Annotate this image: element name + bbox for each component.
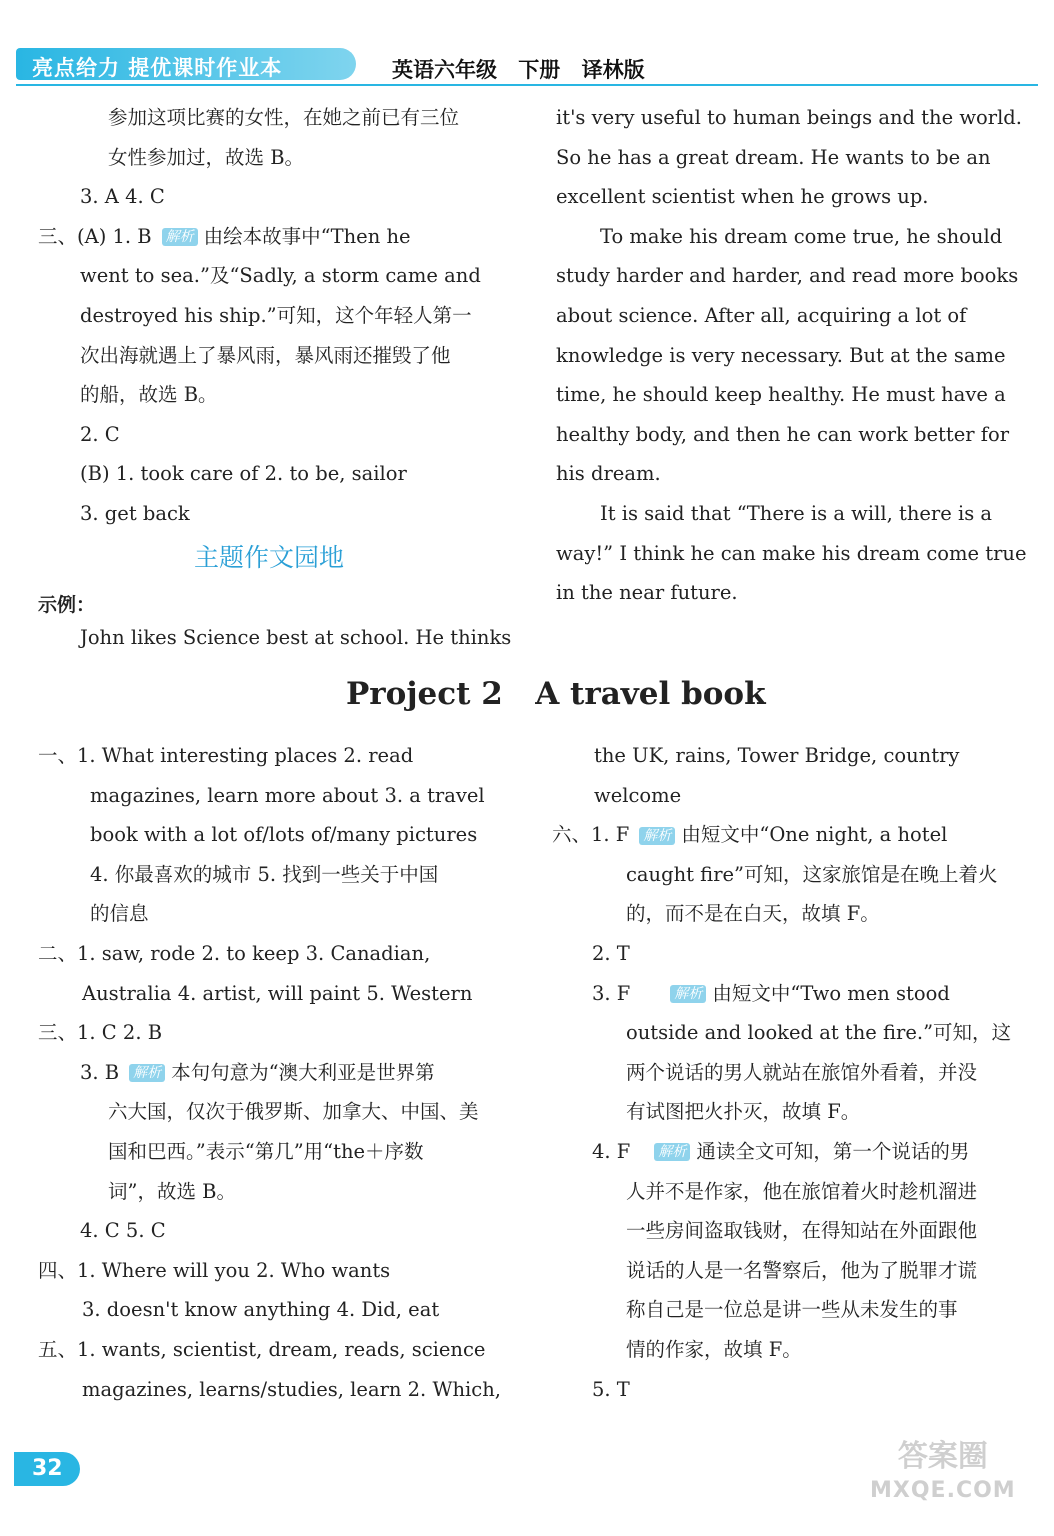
text-line: outside and looked at the fire.”可知，这 <box>626 1021 1012 1045</box>
text-line: 5. T <box>592 1377 630 1401</box>
header-subtitle: 英语六年级 下册 译林版 <box>392 58 645 82</box>
text-line: went to sea.”及“Sadly, a storm came and <box>80 264 481 288</box>
text-line <box>38 1053 514 1093</box>
text-line: book with a lot of/lots of/many pictures <box>90 823 478 847</box>
text-line: 2. C <box>80 422 120 446</box>
watermark-text: 答案圈 <box>897 1439 988 1474</box>
text-line: 情的作家，故填 F。 <box>626 1337 802 1361</box>
analysis-text: 由绘本故事中“Then he <box>203 224 411 248</box>
analysis-text: 由短文中“Two men stood <box>712 981 950 1005</box>
text-line: 人并不是作家，他在旅馆着火时趁机溜进 <box>626 1179 978 1203</box>
text-line: 一些房间盗取钱财，在得知站在外面跟他 <box>626 1219 978 1243</box>
text-line: 国和巴西。”表示“第几”用“the＋序数 <box>108 1139 424 1163</box>
text-line: 二、1. saw, rode 2. to keep 3. Canadian, <box>38 941 431 965</box>
text-line: It is said that “There is a will, there is a <box>600 501 993 525</box>
text-line: 词”，故选 B。 <box>108 1179 236 1203</box>
answer-item: 3. B <box>80 1060 120 1084</box>
text-line: in the near future. <box>556 581 738 605</box>
text-line: 女性参加过，故选 B。 <box>108 145 305 169</box>
text-line: healthy body, and then he can work better for <box>556 422 1010 446</box>
text-line: 的船，故选 B。 <box>80 383 218 407</box>
answer-item: 三、(A) 1. B <box>38 224 152 248</box>
text-line: To make his dream come true, he should <box>600 224 1003 248</box>
text-line: 次出海就遇上了暴风雨，暴风雨还摧毁了他 <box>80 343 451 367</box>
top-right-column <box>556 98 1027 613</box>
analysis-tag: 解析 <box>654 1143 690 1161</box>
text-line <box>552 815 1020 855</box>
text-line: (B) 1. took care of 2. to be, sailor <box>80 462 407 486</box>
text-line: 参加这项比赛的女性，在她之前已有三位 <box>108 106 460 129</box>
text-line <box>38 217 514 257</box>
text-line: excellent scientist when he grows up. <box>556 185 929 209</box>
text-line: destroyed his ship.”可知，这个年轻人第一 <box>80 303 472 327</box>
text-line: it's very useful to human beings and the world. <box>556 106 1022 129</box>
bottom-right-column <box>552 736 1020 1409</box>
text-line: 两个说话的男人就站在旅馆外看着，并没 <box>626 1060 978 1084</box>
top-left-column <box>38 98 514 534</box>
answer-item: 3. F <box>592 981 631 1005</box>
analysis-tag: 解析 <box>129 1064 165 1082</box>
text-line: time, he should keep healthy. He must have a <box>556 383 1006 407</box>
project-title: Project 2 A travel book <box>346 676 766 712</box>
text-line: 三、1. C 2. B <box>38 1021 163 1045</box>
page-number-badge <box>14 1452 80 1486</box>
text-line: 3. doesn't know anything 4. Did, eat <box>82 1298 440 1322</box>
text-line: 3. A 4. C <box>80 185 165 209</box>
text-line: about science. After all, acquiring a lot of <box>556 303 967 327</box>
topic-title: 主题作文园地 <box>194 543 345 572</box>
text-line: 有试图把火扑灭，故填 F。 <box>626 1100 861 1124</box>
text-line: 六大国，仅次于俄罗斯、加拿大、中国、美 <box>108 1100 479 1124</box>
text-line: 4. 你最喜欢的城市 5. 找到一些关于中国 <box>90 862 439 886</box>
text-line: welcome <box>594 783 682 807</box>
text-line <box>556 974 1020 1014</box>
text-line: 五、1. wants, scientist, dream, reads, science <box>38 1337 486 1361</box>
text-line: caught fire”可知，这家旅馆是在晚上着火 <box>626 862 998 886</box>
header-brand: 亮点给力 提优课时作业本 <box>32 56 283 80</box>
answer-item: 六、1. F <box>552 823 630 847</box>
text-line: knowledge is very necessary. But at the same <box>556 343 1006 367</box>
analysis-text: 本句句意为“澳大利亚是世界第 <box>171 1060 435 1084</box>
analysis-tag: 解析 <box>670 985 706 1003</box>
watermark <box>870 1440 1016 1508</box>
text-line: magazines, learn more about 3. a travel <box>90 783 485 807</box>
text-line: John likes Science best at school. He thinks <box>80 626 512 649</box>
answer-item: 4. F <box>592 1139 631 1163</box>
text-line: the UK, rains, Tower Bridge, country <box>594 744 960 767</box>
analysis-tag: 解析 <box>639 827 675 845</box>
text-line: study harder and harder, and read more books <box>556 264 1019 288</box>
text-line <box>556 1132 1020 1172</box>
text-line: 3. get back <box>80 501 190 525</box>
text-line: 一、1. What interesting places 2. read <box>38 744 414 767</box>
text-line: his dream. <box>556 462 661 486</box>
page-number: 32 <box>32 1456 63 1481</box>
example-text <box>80 618 514 658</box>
text-line: 的，而不是在白天，故填 F。 <box>626 902 880 926</box>
watermark-url: MXQE.COM <box>870 1478 1016 1503</box>
text-line: 称自己是一位总是讲一些从未发生的事 <box>626 1298 958 1322</box>
text-line: 四、1. Where will you 2. Who wants <box>38 1258 391 1282</box>
text-line: 的信息 <box>90 902 149 926</box>
text-line: So he has a great dream. He wants to be an <box>556 145 991 169</box>
text-line: 说话的人是一名警察后，他为了脱罪才谎 <box>626 1258 978 1282</box>
text-line: 4. C 5. C <box>80 1219 166 1243</box>
text-line: way!” I think he can make his dream come true <box>556 541 1027 565</box>
analysis-text: 由短文中“One night, a hotel <box>681 823 948 847</box>
text-line: Australia 4. artist, will paint 5. Western <box>82 981 473 1005</box>
header-divider <box>16 84 1038 86</box>
text-line: magazines, learns/studies, learn 2. Which, <box>82 1377 501 1401</box>
analysis-text: 通读全文可知，第一个说话的男 <box>696 1139 970 1163</box>
example-label: 示例： <box>38 594 96 616</box>
header-brand-bar <box>16 48 356 80</box>
analysis-tag: 解析 <box>162 228 198 246</box>
bottom-left-column <box>38 736 514 1409</box>
text-line: 2. T <box>592 941 630 965</box>
